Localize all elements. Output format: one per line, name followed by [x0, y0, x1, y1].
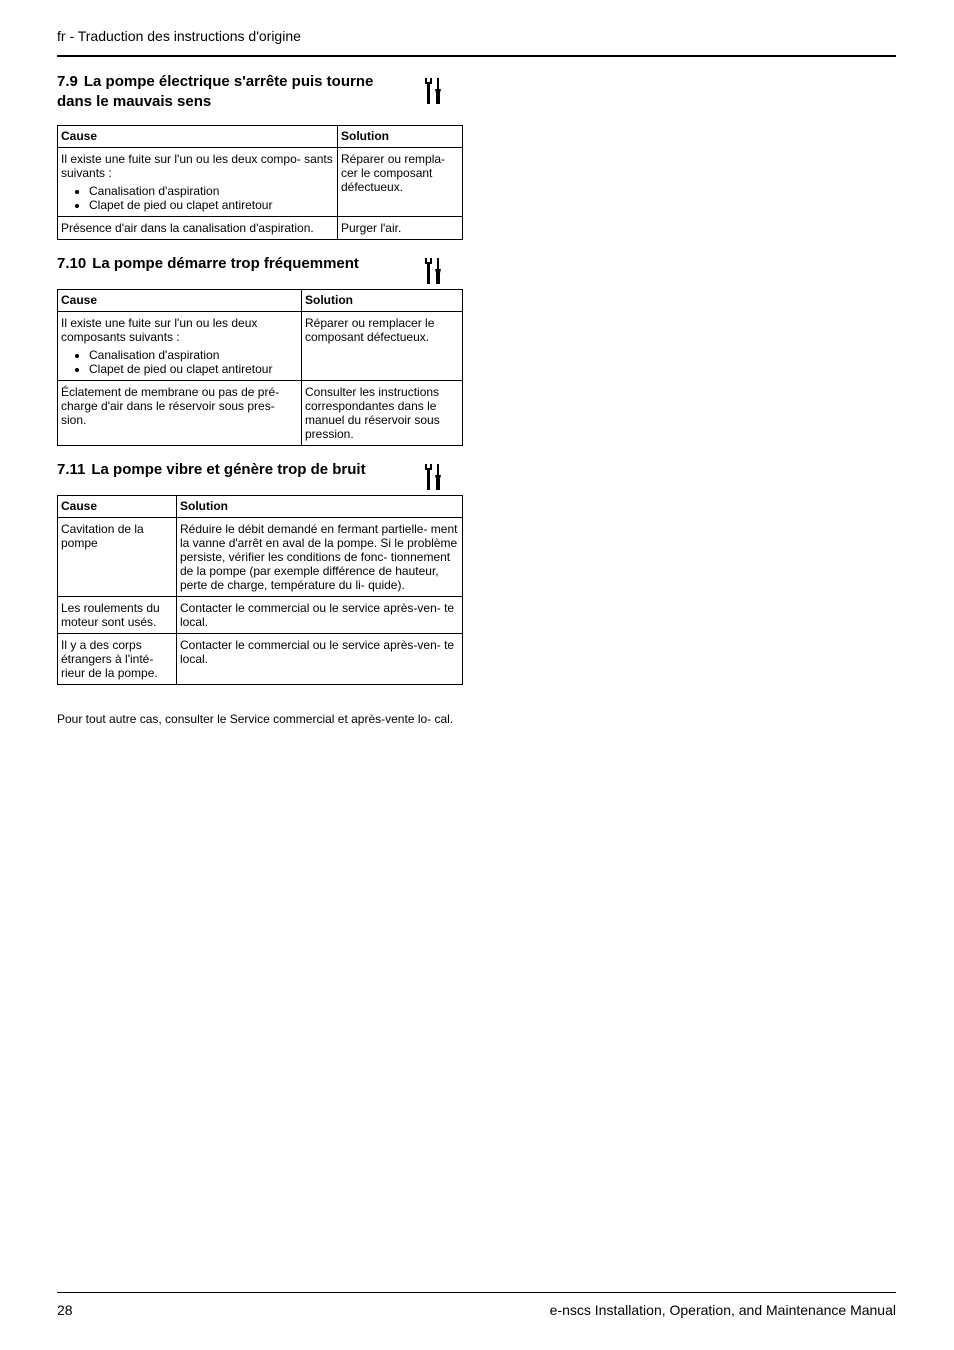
column-header-cause: Cause — [58, 126, 338, 148]
solution-cell: Contacter le commercial ou le service après-ven- te local. — [177, 634, 463, 685]
cause-text: Il existe une fuite sur l'un ou les deux compo- sants suivants : — [61, 152, 333, 180]
section-7-10-table — [57, 289, 463, 446]
manual-title: e-nscs Installation, Operation, and Maintenance Manual — [549, 1302, 896, 1318]
cause-cell: Présence d'air dans la canalisation d'aspiration. — [58, 217, 338, 240]
table-row — [58, 634, 463, 685]
table-row — [58, 518, 463, 597]
column-header-solution: Solution — [338, 126, 463, 148]
solution-cell: Réparer ou remplacer le composant défectueux. — [302, 312, 463, 381]
bullet-item: • Canalisation d'aspiration — [89, 348, 298, 362]
table-header-row — [58, 496, 463, 518]
closing-note: Pour tout autre cas, consulter le Service commercial et après-vente lo- cal. — [57, 712, 454, 726]
bullet-list — [61, 184, 334, 212]
column-header-solution: Solution — [302, 290, 463, 312]
section-7-9-table — [57, 125, 463, 240]
cause-cell: Éclatement de membrane ou pas de pré- charge d'air dans le réservoir sous pres- sion. — [58, 381, 302, 446]
section-number: 7.11 — [57, 461, 86, 478]
bullet-list — [61, 348, 298, 376]
tools-icon — [424, 77, 444, 105]
table-row — [58, 381, 463, 446]
section-number: 7.10 — [57, 255, 87, 272]
page-number: 28 — [57, 1302, 73, 1318]
table-header-row — [58, 126, 463, 148]
solution-cell: Réduire le débit demandé en fermant partielle- ment la vanne d'arrêt en aval de la pompe. Si le problème persiste, vérifier les conditions de fonc- tionnement de la pompe (par exemple différence de hauteur, perte de charge, température du li- quide). — [177, 518, 463, 597]
page-header: fr - Traduction des instructions d'origine — [57, 28, 301, 44]
cause-text: Il existe une fuite sur l'un ou les deux composants suivants : — [61, 316, 258, 344]
column-header-cause: Cause — [58, 496, 177, 518]
cause-cell: Il y a des corps étrangers à l'inté- rieur de la pompe. — [58, 634, 177, 685]
section-title: La pompe électrique s'arrête puis tourne dans le mauvais sens — [57, 73, 374, 110]
solution-cell: Purger l'air. — [338, 217, 463, 240]
table-row — [58, 148, 463, 217]
section-title: La pompe vibre et génère trop de bruit — [91, 461, 366, 478]
section-7-10-heading — [57, 254, 412, 274]
column-header-cause: Cause — [58, 290, 302, 312]
section-7-11-table — [57, 495, 463, 685]
header-rule — [57, 55, 896, 57]
section-7-11-heading — [57, 460, 412, 480]
footer-rule — [57, 1292, 896, 1293]
section-number: 7.9 — [57, 73, 78, 90]
cause-cell: Les roulements du moteur sont usés. — [58, 597, 177, 634]
tools-icon — [424, 463, 444, 491]
column-header-solution: Solution — [177, 496, 463, 518]
solution-cell: Réparer ou rempla- cer le composant défectueux. — [338, 148, 463, 217]
cause-cell — [58, 312, 302, 381]
solution-cell: Consulter les instructions correspondantes dans le manuel du réservoir sous pression. — [302, 381, 463, 446]
bullet-item: • Clapet de pied ou clapet antiretour — [89, 198, 334, 212]
table-row — [58, 597, 463, 634]
bullet-item: • Canalisation d'aspiration — [89, 184, 334, 198]
section-7-9-heading — [57, 72, 412, 112]
table-row — [58, 217, 463, 240]
cause-cell — [58, 148, 338, 217]
section-title: La pompe démarre trop fréquemment — [92, 255, 359, 272]
table-header-row — [58, 290, 463, 312]
tools-icon — [424, 257, 444, 285]
cause-cell: Cavitation de la pompe — [58, 518, 177, 597]
bullet-item: • Clapet de pied ou clapet antiretour — [89, 362, 298, 376]
table-row — [58, 312, 463, 381]
solution-cell: Contacter le commercial ou le service après-ven- te local. — [177, 597, 463, 634]
